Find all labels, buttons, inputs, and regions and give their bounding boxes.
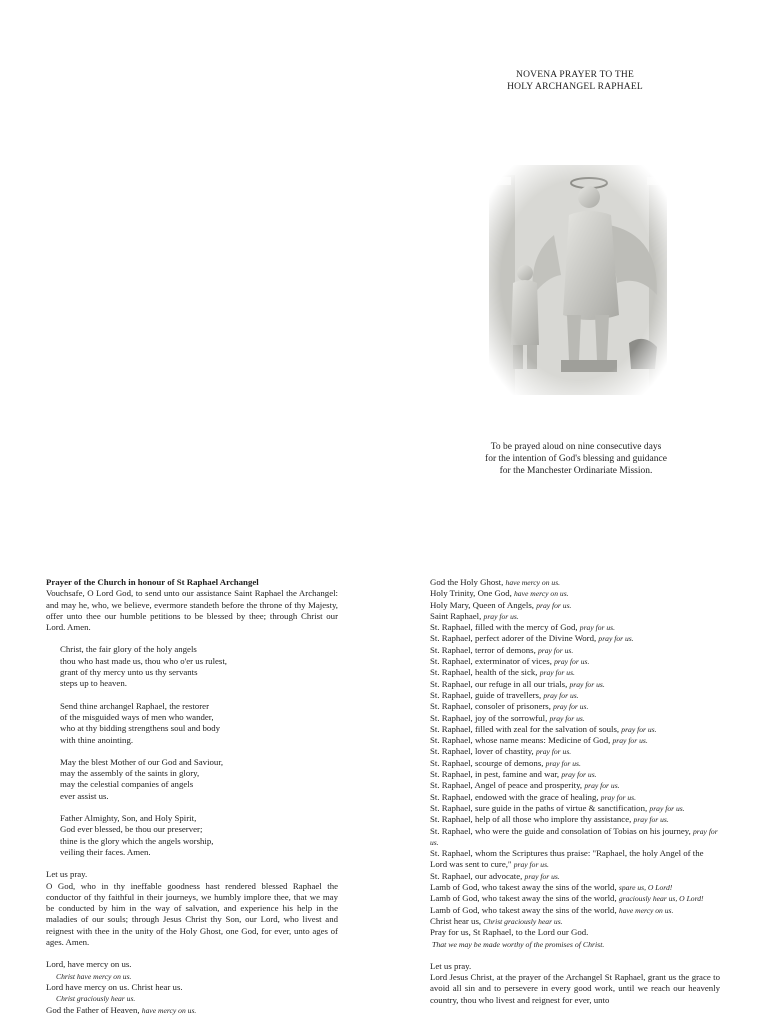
- hymn-stanza: [46, 644, 338, 689]
- litany-invocation: [430, 871, 720, 882]
- invocation-response: pray for us.: [545, 758, 581, 768]
- right-column: [430, 577, 720, 1006]
- closing-prayer-paragraph: Lord Jesus Christ, at the prayer of the Archangel St Raphael, grant us the grace to avoid all sin and to persevere in every good work, until we reach our heavenly country, thou who livest and reignest for ever, unto: [430, 972, 720, 1005]
- invocation-response: have mercy on us.: [618, 905, 674, 915]
- litany-invocation: [430, 713, 720, 724]
- intro-caption: [468, 441, 684, 477]
- intro-line-3: for the Manchester Ordinariate Mission.: [499, 466, 653, 476]
- invocation-text: St. Raphael, consoler of prisoners,: [430, 701, 554, 712]
- litany-invocation: [430, 792, 720, 803]
- hymn-line: thine is the glory which the angels worship,: [60, 835, 214, 846]
- litany-invocation: [430, 622, 720, 633]
- litany-versicle: Lord have mercy on us. Christ hear us.: [46, 981, 183, 992]
- invocation-response: pray for us.: [598, 634, 634, 644]
- invocation-response: pray for us.: [524, 871, 560, 881]
- invocation-response: pray for us.: [633, 815, 669, 825]
- litany-response: Christ have mercy on us.: [56, 971, 132, 981]
- invocation-response: pray for us.: [554, 657, 590, 667]
- invocation-response: Christ graciously hear us.: [483, 916, 563, 926]
- litany-invocation: [430, 893, 720, 904]
- invocation-text: St. Raphael, filled with the mercy of God,: [430, 622, 580, 633]
- litany-invocation: [430, 814, 720, 825]
- invocation-text: St. Raphael, whose name means: Medicine of God,: [430, 735, 613, 746]
- litany-invocation: [430, 611, 720, 622]
- litany-versicle: Lord, have mercy on us.: [46, 959, 132, 970]
- litany-invocation: [430, 826, 720, 849]
- invocation-response: pray for us.: [513, 860, 549, 870]
- hymn-stanza: [46, 701, 338, 746]
- collect-paragraph: O God, who in thy ineffable goodness hast rendered blessed Raphael the conductor of thy faithful in their journeys, we humbly implore thee, that we may be conducted by him in the way of salvation, and experience his help in the maladies of our souls; through Jesus Christ thy Son, our Lord, who livest and reignest with thee in the unity of the Holy Ghost, one God, for ever, unto ages of ages. Amen.: [46, 880, 338, 948]
- invocation-response: pray for us.: [549, 713, 585, 723]
- invocation-text: St. Raphael, Angel of peace and prosperity,: [430, 780, 585, 791]
- litany-invocation: [430, 600, 720, 611]
- litany-invocations: [430, 577, 720, 939]
- invocation-text: God the Holy Ghost,: [430, 577, 506, 587]
- invocation-text: Holy Trinity, One God,: [430, 588, 514, 599]
- invocation-response: pray for us.: [579, 623, 615, 633]
- invocation-text: St. Raphael, exterminator of vices,: [430, 656, 555, 667]
- hymn-line: God ever blessed, be thou our preserver;: [60, 824, 203, 835]
- hymn-line: ever assist us.: [60, 790, 109, 801]
- invocation-text: St. Raphael, guide of travellers,: [430, 689, 544, 700]
- litany-invocation: [430, 679, 720, 690]
- invocation-response: pray for us.: [539, 668, 575, 678]
- church-prayer-paragraph: Vouchsafe, O Lord God, to send unto our assistance Saint Raphael the Archangel: and may he, who, we believe, evermore standeth before the throne of thy Majesty, offer unto thee our humble petitions to be blessed by thee; through Christ our Lord. Amen.: [46, 588, 338, 633]
- invocation-response: pray for us.: [621, 724, 657, 734]
- invocation-response: pray for us.: [584, 781, 620, 791]
- litany-invocation: [430, 656, 720, 667]
- invocation-text: St. Raphael, who were the guide and consolation of Tobias on his journey,: [430, 825, 693, 836]
- invocation-text: St. Raphael, filled with zeal for the salvation of souls,: [430, 723, 622, 734]
- invocation-text: St. Raphael, health of the sick,: [430, 667, 540, 678]
- section-heading: Prayer of the Church in honour of St Raphael Archangel: [46, 577, 259, 587]
- invocation-text: St. Raphael, endowed with the grace of healing,: [430, 791, 601, 802]
- litany-versicle-text: God the Father of Heaven,: [46, 1004, 142, 1015]
- hymn-line: Christ, the fair glory of the holy angels: [60, 644, 197, 655]
- invocation-response: pray for us.: [537, 645, 574, 655]
- litany-invocation: [430, 848, 720, 871]
- litany-invocation: [430, 803, 720, 814]
- hymn-line: Father Almighty, Son, and Holy Spirit,: [60, 813, 197, 824]
- invocation-text: Lamb of God, who takest away the sins of the world,: [430, 893, 619, 904]
- litany-invocation: [430, 735, 720, 746]
- invocation-text: Pray for us, St Raphael, to the Lord our God.: [430, 927, 589, 938]
- invocation-response: pray for us.: [600, 792, 636, 802]
- invocation-text: Lamb of God, who takest away the sins of the world,: [430, 882, 619, 893]
- invocation-text: Christ hear us,: [430, 915, 484, 926]
- invocation-text: Lamb of God, who takest away the sins of the world,: [430, 904, 619, 915]
- title-line-1: NOVENA PRAYER TO THE: [516, 70, 634, 80]
- hymn-line: thou who hast made us, thou who o'er us rulest,: [60, 655, 227, 666]
- invocation-response: pray for us.: [561, 770, 597, 780]
- invocation-response: pray for us.: [536, 600, 572, 610]
- hymn-line: of the misguided ways of men who wander,: [60, 711, 214, 722]
- invocation-response: have mercy on us.: [505, 578, 561, 587]
- litany-invocation: [430, 633, 720, 644]
- invocation-response: pray for us.: [483, 611, 519, 621]
- invocation-text: Holy Mary, Queen of Angels,: [430, 599, 537, 610]
- archangel-statue-image: [489, 165, 667, 395]
- intro-line-2: for the intention of God's blessing and guidance: [485, 454, 667, 464]
- invocation-text: St. Raphael, help of all those who implore thy assistance,: [430, 814, 634, 825]
- litany-invocation: [430, 690, 720, 701]
- invocation-response: pray for us.: [612, 736, 648, 746]
- litany-invocation: [430, 577, 720, 588]
- litany-opening: [46, 959, 338, 1015]
- invocation-response: pray for us.: [535, 747, 572, 757]
- document-title: [470, 70, 680, 93]
- litany-response: Christ graciously hear us.: [56, 994, 136, 1004]
- litany-invocation: [430, 882, 720, 893]
- invocation-response: have mercy on us.: [514, 589, 569, 599]
- litany-inline-response: have mercy on us.: [141, 1005, 197, 1015]
- invocation-text: St. Raphael, perfect adorer of the Divine Word,: [430, 633, 599, 644]
- let-us-pray-label: Let us pray.: [430, 960, 472, 971]
- litany-invocation: [430, 588, 720, 599]
- invocation-response: pray for us.: [543, 690, 579, 700]
- litany-invocation: [430, 758, 720, 769]
- litany-invocation: [430, 927, 720, 938]
- invocation-text: St. Raphael, lover of chastity,: [430, 746, 536, 757]
- litany-invocation: [430, 701, 720, 712]
- hymn-line: Send thine archangel Raphael, the restorer: [60, 700, 209, 711]
- invocation-text: St. Raphael, our advocate,: [430, 870, 525, 881]
- litany-invocation: [430, 667, 720, 678]
- invocation-text: Saint Raphael,: [430, 610, 484, 621]
- litany-invocation: [430, 916, 720, 927]
- hymn-line: may the celestial companies of angels: [60, 779, 194, 790]
- hymn-line: veiling their faces. Amen.: [60, 846, 151, 857]
- hymn-line: grant of thy mercy unto us thy servants: [60, 667, 198, 678]
- litany-invocation: [430, 724, 720, 735]
- invocation-text: St. Raphael, our refuge in all our trials,: [430, 678, 570, 689]
- hymn-line: with thine anointing.: [60, 734, 134, 745]
- hymn-line: may the assembly of the saints in glory,: [60, 768, 200, 779]
- hymn-stanza: [46, 813, 338, 858]
- litany-invocation: [430, 769, 720, 780]
- title-line-2: HOLY ARCHANGEL RAPHAEL: [507, 81, 643, 92]
- litany-invocation: [430, 645, 720, 656]
- left-column: [46, 577, 338, 1016]
- final-response: That we may be made worthy of the promises of Christ.: [432, 939, 605, 949]
- litany-versicle: [46, 1005, 338, 1016]
- invocation-text: St. Raphael, terror of demons,: [430, 644, 538, 655]
- invocation-text: St. Raphael, joy of the sorrowful,: [430, 712, 550, 723]
- intro-line-1: To be prayed aloud on nine consecutive days: [490, 442, 662, 452]
- invocation-response: spare us, O Lord!: [618, 883, 673, 893]
- invocation-text: St. Raphael, whom the Scriptures thus praise: "Raphael, the holy Angel of the Lord was sent to cure,": [430, 848, 704, 870]
- invocation-text: St. Raphael, scourge of demons,: [430, 757, 546, 768]
- invocation-response: pray for us.: [553, 702, 589, 712]
- litany-invocation: [430, 780, 720, 791]
- hymn-line: May the blest Mother of our God and Saviour,: [60, 756, 224, 767]
- invocation-response: pray for us.: [649, 803, 685, 813]
- invocation-response: pray for us.: [430, 826, 718, 847]
- invocation-response: graciously hear us, O Lord!: [618, 894, 704, 904]
- let-us-pray-label: Let us pray.: [46, 869, 88, 880]
- hymn-line: steps up to heaven.: [60, 678, 127, 689]
- invocation-text: St. Raphael, sure guide in the paths of virtue & sanctification,: [430, 802, 650, 813]
- hymn-line: who at thy bidding strengthens soul and body: [60, 723, 221, 734]
- invocation-text: St. Raphael, in pest, famine and war,: [430, 769, 562, 780]
- litany-invocation: [430, 905, 720, 916]
- hymn-stanza: [46, 757, 338, 802]
- litany-invocation: [430, 746, 720, 757]
- invocation-response: pray for us.: [569, 679, 605, 689]
